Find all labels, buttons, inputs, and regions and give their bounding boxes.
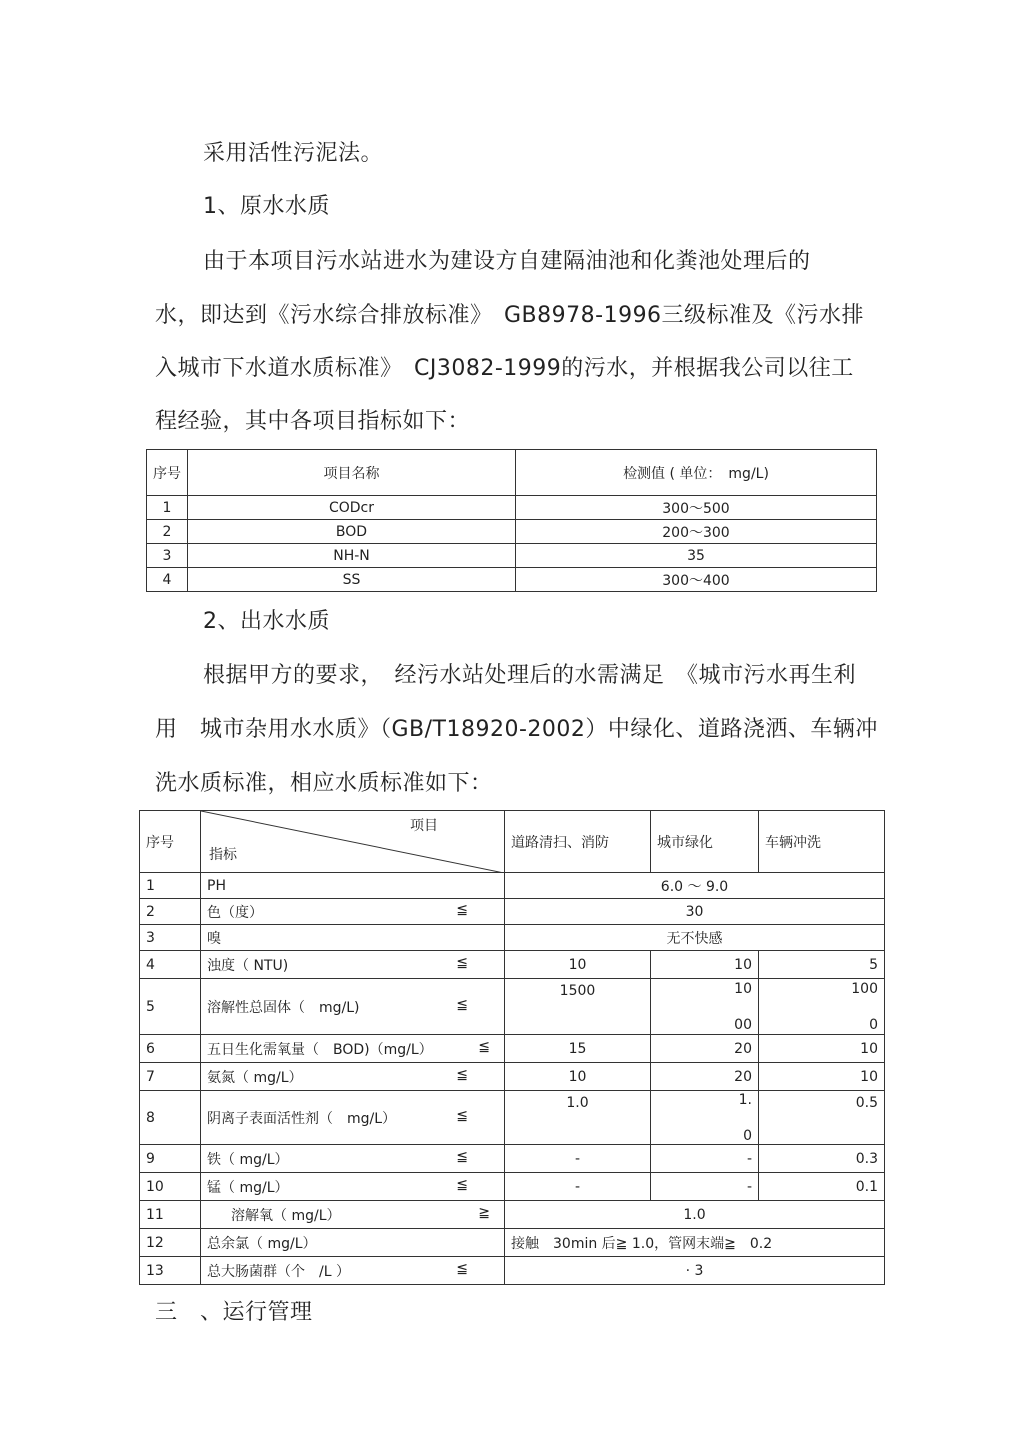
table-row <box>140 1091 885 1145</box>
cell-merged-value: 无不快感 <box>505 925 885 951</box>
index-name: 溶解氧（ mg/L） <box>231 1207 341 1224</box>
cell-road: 1.0 <box>505 1091 651 1145</box>
table-row <box>140 925 885 951</box>
heading-effluent: 2、出水水质 <box>203 609 330 634</box>
table-row <box>140 873 885 899</box>
cell-index <box>201 1201 505 1229</box>
table-row <box>140 1145 885 1173</box>
table-row <box>147 520 877 544</box>
cell-green: 20 <box>651 1035 759 1063</box>
paragraph-effluent-2: 用 城市杂用水水质》（GB/T18920-2002）中绿化、道路浇洒、车辆冲 <box>155 717 878 742</box>
cell-item: SS <box>188 568 516 592</box>
cell-road: - <box>505 1173 651 1201</box>
cell-value: 200～300 <box>516 520 877 544</box>
cell-no: 4 <box>140 951 201 979</box>
paragraph-raw-2: 水，即达到《污水综合排放标准》 GB8978-1996三级标准及《污水排 <box>155 303 865 328</box>
paragraph-effluent-3: 洗水质标准，相应水质标准如下： <box>155 771 493 796</box>
cell-green: 10 <box>651 951 759 979</box>
cell-no: 11 <box>140 1201 201 1229</box>
cell-no: 7 <box>140 1063 201 1091</box>
value-part: 0 <box>743 1127 752 1144</box>
cell-no: 1 <box>140 873 201 899</box>
cell-no: 13 <box>140 1257 201 1285</box>
operator: ≦ <box>456 1260 468 1277</box>
raw-water-table <box>146 449 877 592</box>
cell-item: CODcr <box>188 496 516 520</box>
cell-car: 10 <box>759 1035 885 1063</box>
cell-no: 5 <box>140 979 201 1035</box>
table-row <box>140 1173 885 1201</box>
cell-no: 3 <box>147 544 188 568</box>
header-diagonal-cell <box>201 811 505 873</box>
header-no: 序号 <box>140 811 201 873</box>
cell-item: NH-N <box>188 544 516 568</box>
header-car: 车辆冲洗 <box>759 811 885 873</box>
paragraph-effluent-1: 根据甲方的要求， 经污水站处理后的水需满足 《城市污水再生利 <box>203 663 857 688</box>
cell-no: 1 <box>147 496 188 520</box>
cell-index <box>201 1257 505 1285</box>
cell-index <box>201 1173 505 1201</box>
value-part: 10 <box>734 980 752 997</box>
cell-road: 10 <box>505 951 651 979</box>
operator: ≦ <box>456 1148 468 1165</box>
diagonal-line <box>201 811 504 873</box>
index-name: 铁（ mg/L） <box>207 1151 289 1168</box>
cell-no: 12 <box>140 1229 201 1257</box>
table-row <box>140 979 885 1035</box>
cell-value: 300～400 <box>516 568 877 592</box>
table-header-row <box>140 811 885 873</box>
cell-merged-value: 接触 30min 后≧ 1.0，管网末端≧ 0.2 <box>505 1229 885 1257</box>
operator: ≦ <box>456 1176 468 1193</box>
cell-no: 3 <box>140 925 201 951</box>
cell-car: 10 <box>759 1063 885 1091</box>
header-no: 序号 <box>147 450 188 496</box>
operator: ≦ <box>456 901 468 918</box>
paragraph-raw-4: 程经验，其中各项目指标如下： <box>155 409 471 434</box>
header-green: 城市绿化 <box>651 811 759 873</box>
cell-road: 1500 <box>505 979 651 1035</box>
paragraph-raw-1: 由于本项目污水站进水为建设方自建隔油池和化粪池处理后的 <box>203 249 811 274</box>
value-part: 00 <box>734 1016 752 1033</box>
table-row <box>140 1229 885 1257</box>
cell-index <box>201 899 505 925</box>
operator: ≦ <box>456 954 468 971</box>
cell-value: 300～500 <box>516 496 877 520</box>
cell-merged-value: · 3 <box>505 1257 885 1285</box>
cell-road: - <box>505 1145 651 1173</box>
cell-index <box>201 1145 505 1173</box>
cell-green: 20 <box>651 1063 759 1091</box>
header-item: 项目 <box>410 818 438 834</box>
cell-green: - <box>651 1145 759 1173</box>
heading-operation: 三 、运行管理 <box>155 1300 313 1325</box>
index-name: 阴离子表面活性剂（ mg/L） <box>207 1110 397 1127</box>
table-row <box>140 1063 885 1091</box>
cell-index: PH <box>201 873 505 899</box>
operator: ≦ <box>456 1066 468 1083</box>
cell-no: 2 <box>147 520 188 544</box>
cell-merged-value: 6.0 ～ 9.0 <box>505 873 885 899</box>
cell-index: 总余氯（ mg/L） <box>201 1229 505 1257</box>
header-value: 检测值 ( 单位： mg/L) <box>516 450 877 496</box>
table-row <box>140 1257 885 1285</box>
cell-green: - <box>651 1173 759 1201</box>
table-row <box>140 1201 885 1229</box>
operator: ≦ <box>456 996 468 1013</box>
cell-index <box>201 979 505 1035</box>
header-road: 道路清扫、消防 <box>505 811 651 873</box>
table-row <box>147 496 877 520</box>
cell-no: 2 <box>140 899 201 925</box>
cell-no: 6 <box>140 1035 201 1063</box>
cell-no: 10 <box>140 1173 201 1201</box>
cell-car: 0.5 <box>759 1091 885 1145</box>
index-name: 溶解性总固体（ mg/L) <box>207 999 360 1016</box>
cell-merged-value: 1.0 <box>505 1201 885 1229</box>
table-row <box>147 568 877 592</box>
cell-item: BOD <box>188 520 516 544</box>
cell-car: 0.1 <box>759 1173 885 1201</box>
header-item: 项目名称 <box>188 450 516 496</box>
value-part: 0 <box>869 1016 878 1033</box>
cell-green <box>651 979 759 1035</box>
cell-no: 9 <box>140 1145 201 1173</box>
cell-green <box>651 1091 759 1145</box>
cell-index: 嗅 <box>201 925 505 951</box>
cell-index <box>201 1091 505 1145</box>
table-row <box>140 951 885 979</box>
operator: ≦ <box>478 1038 490 1055</box>
operator: ≦ <box>456 1107 468 1124</box>
paragraph-method: 采用活性污泥法。 <box>203 141 384 166</box>
table-row <box>140 899 885 925</box>
cell-car <box>759 979 885 1035</box>
table-row <box>140 1035 885 1063</box>
value-part: 100 <box>851 980 878 997</box>
index-name: 总大肠菌群（个 /L ） <box>207 1263 350 1280</box>
header-index: 指标 <box>209 847 237 863</box>
cell-value: 35 <box>516 544 877 568</box>
index-name: 锰（ mg/L） <box>207 1179 289 1196</box>
cell-index <box>201 951 505 979</box>
heading-raw-water: 1、原水水质 <box>203 194 330 219</box>
cell-road: 10 <box>505 1063 651 1091</box>
cell-road: 15 <box>505 1035 651 1063</box>
index-name: 氨氮（ mg/L） <box>207 1069 303 1086</box>
table-header-row <box>147 450 877 496</box>
cell-merged-value: 30 <box>505 899 885 925</box>
table-row <box>147 544 877 568</box>
cell-no: 8 <box>140 1091 201 1145</box>
cell-car: 0.3 <box>759 1145 885 1173</box>
value-part: 1. <box>738 1091 752 1108</box>
index-name: 浊度（ NTU) <box>207 957 289 974</box>
effluent-standard-table <box>139 810 885 1285</box>
cell-index <box>201 1063 505 1091</box>
operator: ≧ <box>478 1204 490 1221</box>
paragraph-raw-3: 入城市下水道水质标准》 CJ3082-1999的污水，并根据我公司以往工 <box>155 356 854 381</box>
cell-index <box>201 1035 505 1063</box>
cell-no: 4 <box>147 568 188 592</box>
index-name: 色（度） <box>207 904 263 921</box>
cell-car: 5 <box>759 951 885 979</box>
index-name: 五日生化需氧量（ BOD)（mg/L） <box>207 1041 433 1058</box>
